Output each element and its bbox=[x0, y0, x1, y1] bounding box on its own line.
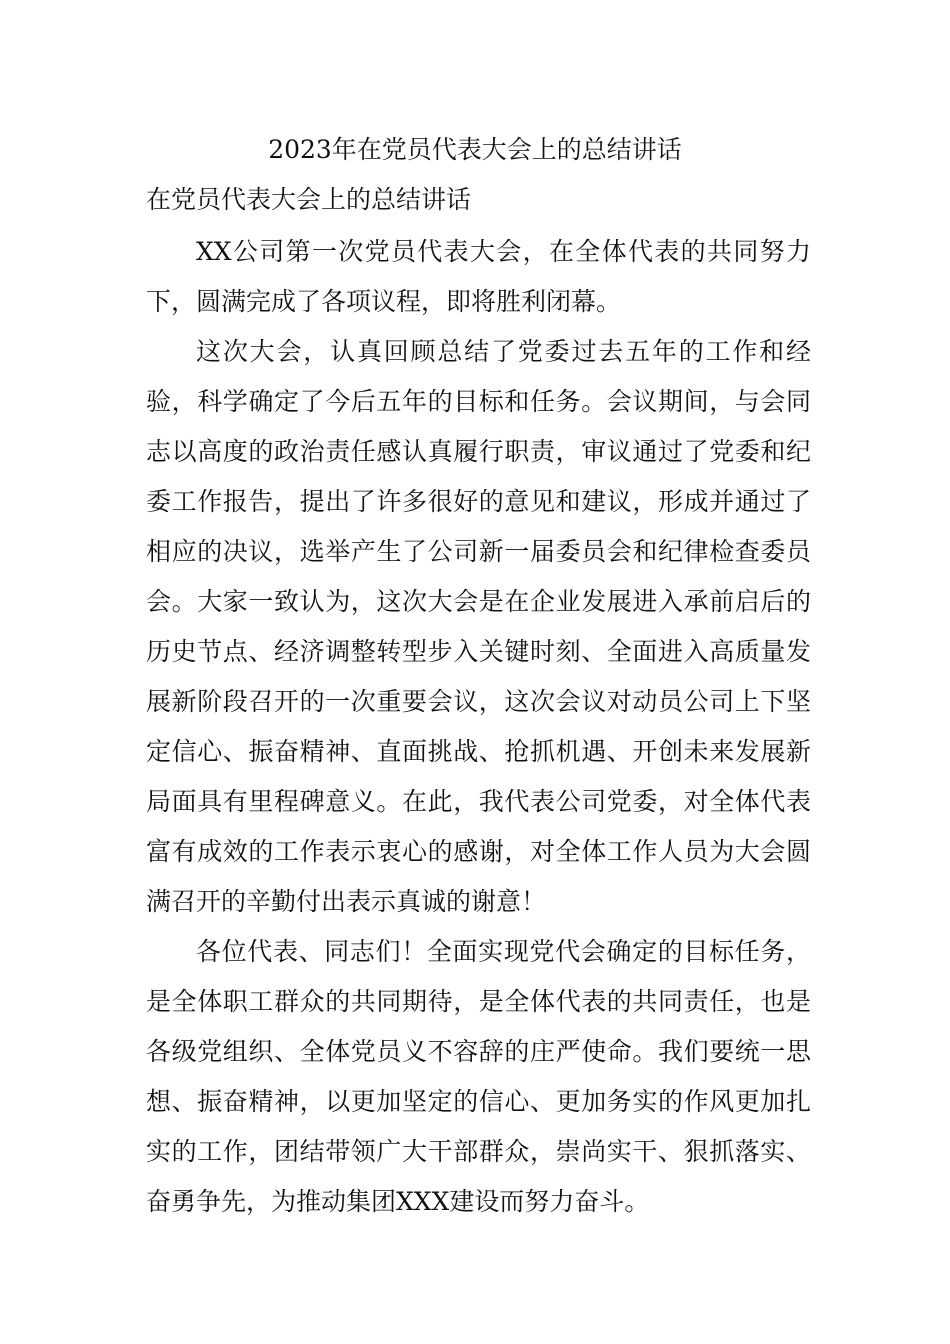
document-subtitle: 在党员代表大会上的总结讲话 bbox=[146, 185, 472, 214]
paragraph: 这次大会，认真回顾总结了党委过去五年的工作和经验，科学确定了今后五年的目标和任务。会议期间，与会同志以高度的政治责任感认真履行职责，审议通过了党委和纪委工作报告，提出了许多很好的意见和建议，形成并通过了相应的决议，选举产生了公司新一届委员会和纪律检查委员会。大家一致认为，这次大会是在企业发展进入承前启后的历史节点、经济调整转型步入关键时刻、全面进入高质量发展新阶段召开的一次重要会议，这次会议对动员公司上下坚定信心、振奋精神、直面挑战、抢抓机遇、开创未来发展新局面具有里程碑意义。在此，我代表公司党委，对全体代表富有成效的工作表示衷心的感谢，对全体工作人员为大会圆满召开的辛勤付出表示真诚的谢意！ bbox=[146, 337, 811, 916]
document-body bbox=[146, 227, 811, 1227]
paragraph: 各位代表、同志们！全面实现党代会确定的目标任务，是全体职工群众的共同期待，是全体代表的共同责任，也是各级党组织、全体党员义不容辞的庄严使命。我们要统一思想、振奋精神，以更加坚定的信心、更加务实的作风更加扎实的工作，团结带领广大干部群众，崇尚实干、狠抓落实、奋勇争先，为推动集团XXX建设而努力奋斗。 bbox=[146, 937, 811, 1216]
document-title: 2023年在党员代表大会上的总结讲话 bbox=[268, 135, 682, 164]
paragraph: XX公司第一次党员代表大会，在全体代表的共同努力下，圆满完成了各项议程，即将胜利闭幕。 bbox=[146, 237, 811, 316]
